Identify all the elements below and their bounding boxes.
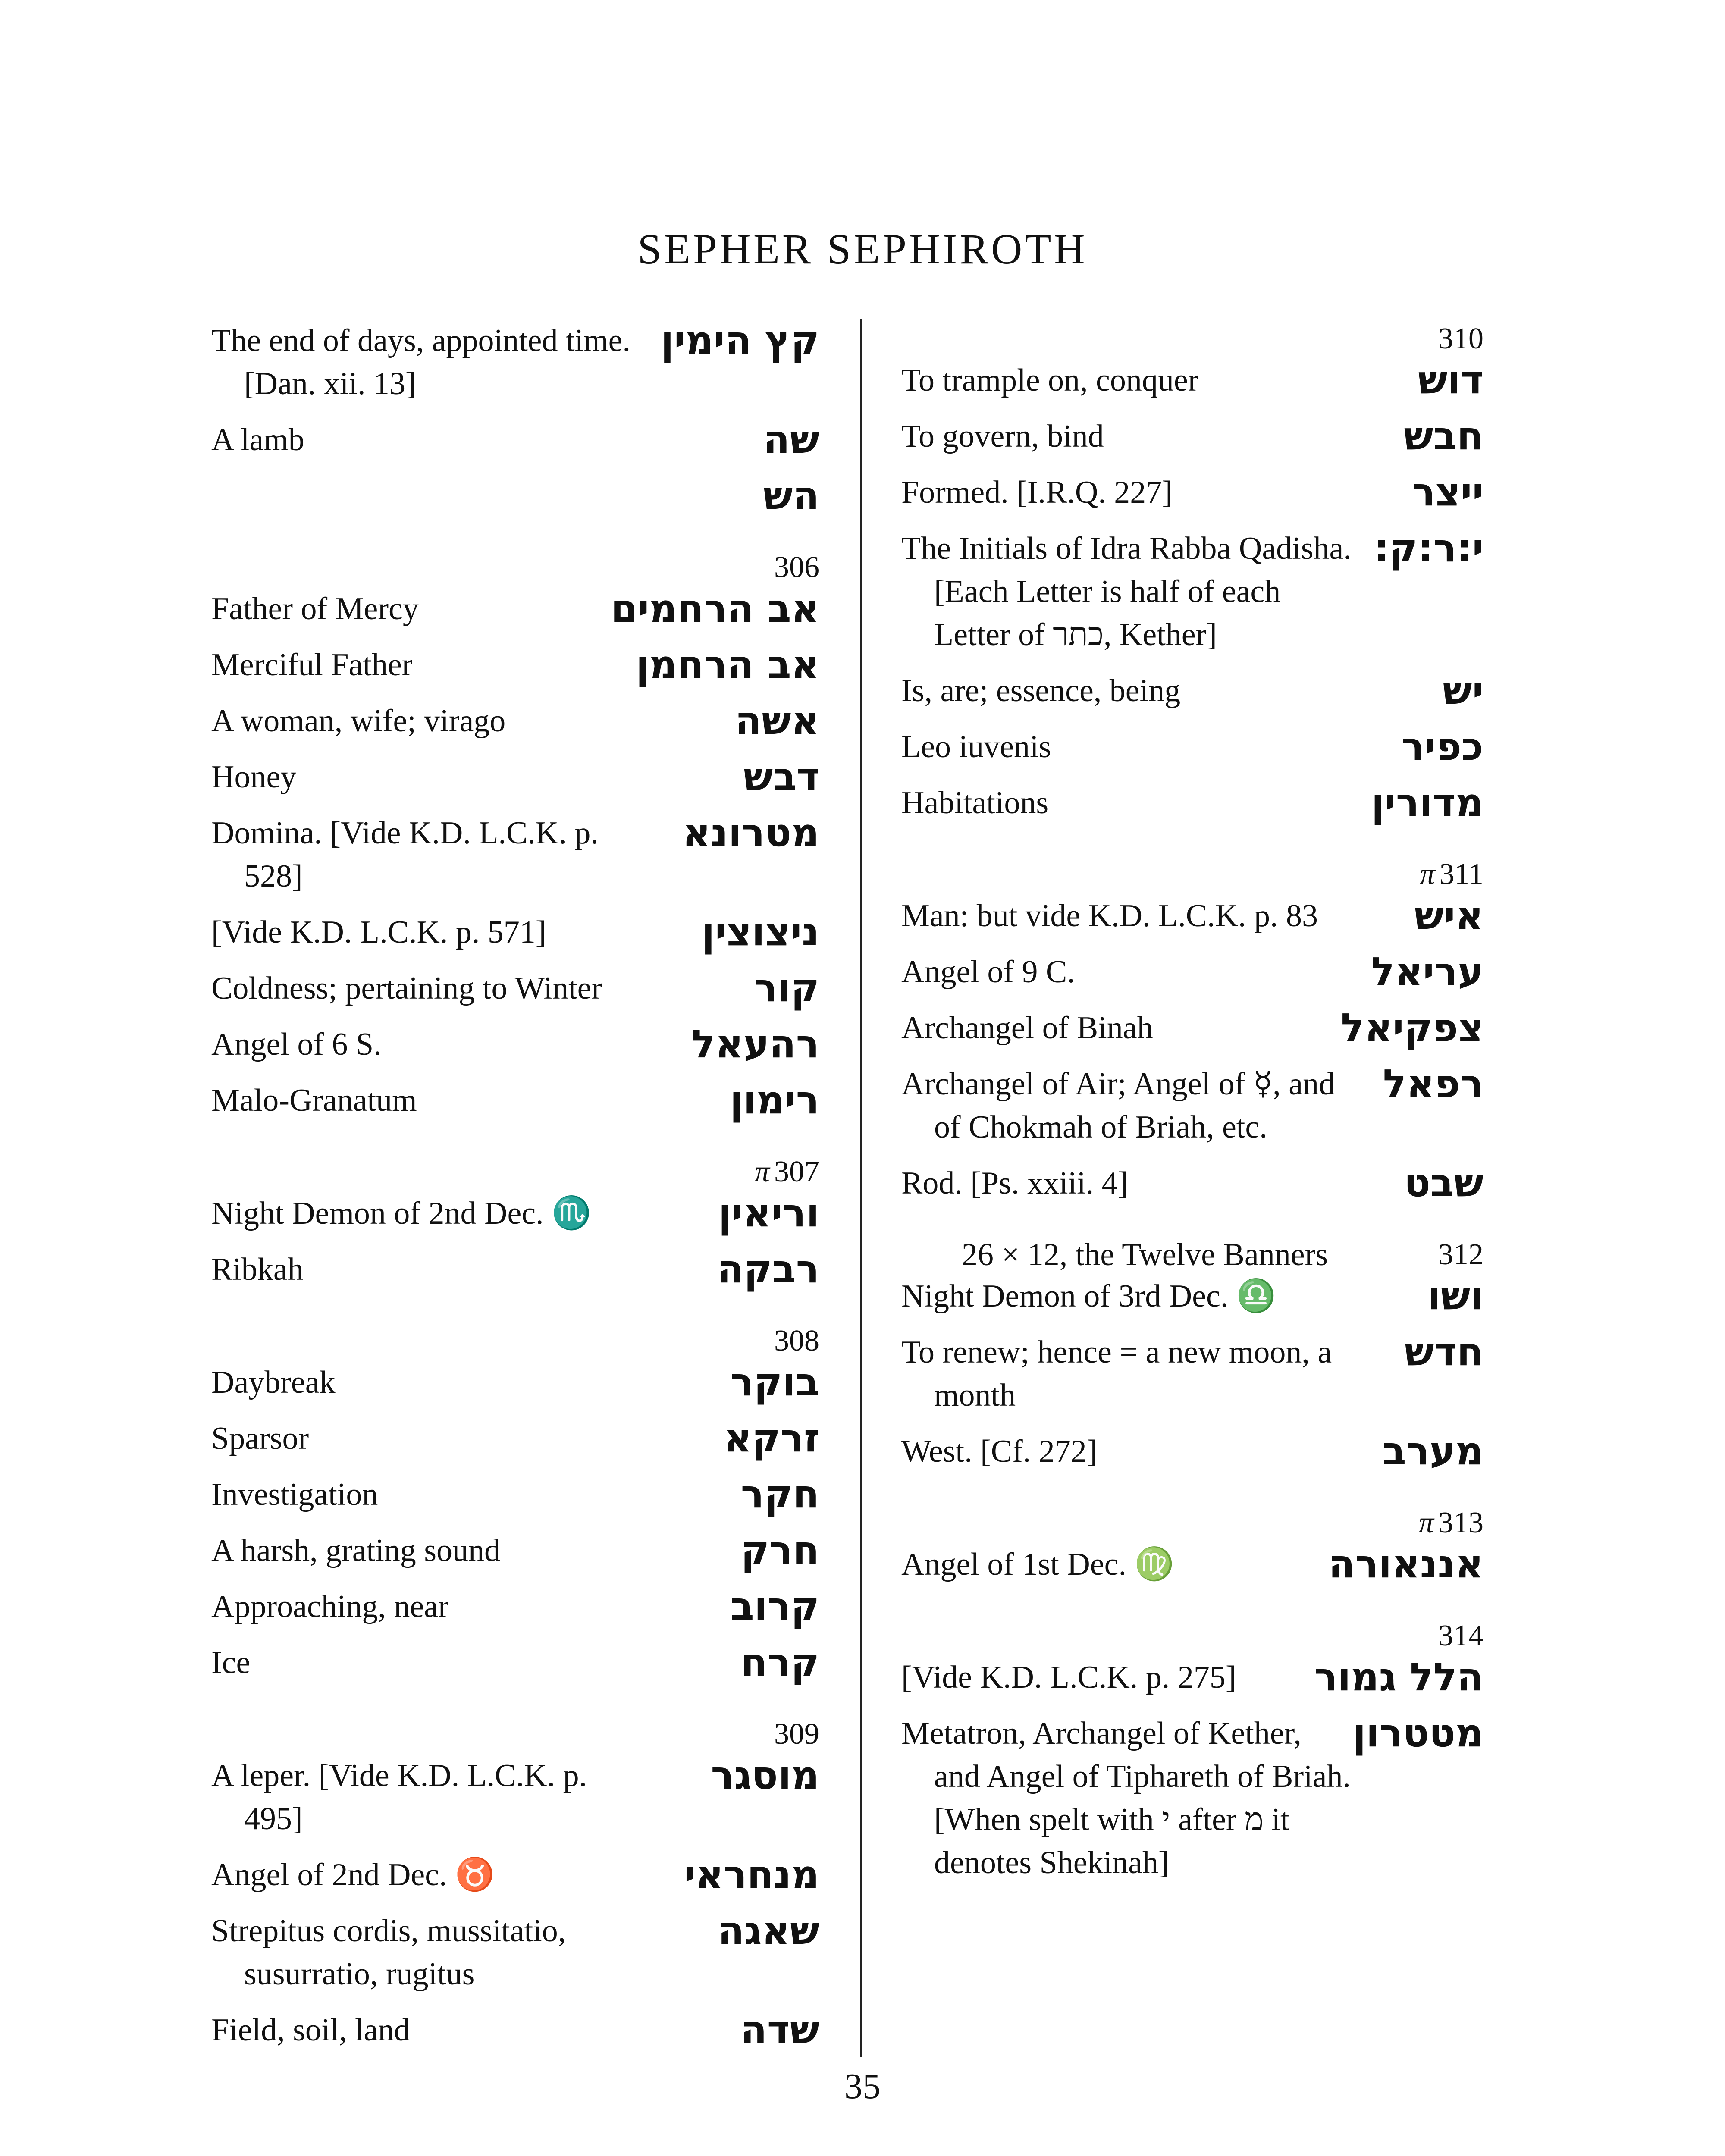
english-gloss: Man: but vide K.D. L.C.K. p. 83	[901, 898, 1318, 934]
prefix-mark: π	[1418, 1506, 1434, 1539]
hebrew-word: קרח	[740, 1640, 819, 1685]
number-value: 308	[774, 1324, 819, 1357]
entry-row	[211, 1529, 819, 1572]
hebrew-word: מנחראי	[684, 1852, 819, 1897]
hebrew-word: ושו	[1427, 1273, 1484, 1319]
number-value: 310	[1438, 322, 1484, 355]
english-gloss: Strepitus cordis, mussitatio, susurratio, rugitus	[211, 1913, 566, 1992]
hebrew-word: רימון	[730, 1078, 819, 1123]
english-gloss: Investigation	[211, 1477, 378, 1512]
number-group	[211, 1152, 819, 1291]
english-gloss: Rod. [Ps. xxiii. 4]	[901, 1166, 1129, 1201]
page-title: SEPHER SEPHIROTH	[637, 225, 1088, 273]
hebrew-word: מדורין	[1371, 780, 1484, 825]
hebrew-word: מטטרון	[1352, 1711, 1484, 1756]
hebrew-word: חקר	[740, 1472, 819, 1517]
number-value: 307	[774, 1155, 819, 1188]
entry-row	[901, 1062, 1484, 1149]
english-gloss: Is, are; essence, being	[901, 673, 1181, 708]
hebrew-word: מערב	[1382, 1429, 1484, 1474]
entry-row	[901, 471, 1484, 514]
entry-row	[901, 415, 1484, 458]
hebrew-word: עריאל	[1371, 949, 1484, 994]
english-gloss: Angel of 1st Dec. ♍	[901, 1547, 1174, 1582]
english-gloss: A leper. [Vide K.D. L.C.K. p. 495]	[211, 1758, 587, 1836]
hebrew-word: קור	[754, 965, 819, 1011]
entry-row	[901, 1275, 1484, 1318]
english-gloss: Malo-Granatum	[211, 1083, 417, 1118]
entry-row	[901, 527, 1484, 656]
hebrew-word: צפקיאל	[1341, 1005, 1484, 1050]
english-gloss: To govern, bind	[901, 419, 1104, 454]
entry-row	[211, 812, 819, 898]
english-gloss: To renew; hence = a new moon, a month	[901, 1335, 1332, 1413]
entry-row	[901, 725, 1484, 768]
hebrew-word: זרקא	[723, 1416, 819, 1461]
english-gloss: A harsh, grating sound	[211, 1533, 501, 1568]
right-column	[901, 319, 1484, 1915]
number-group	[901, 1235, 1484, 1473]
hebrew-word: ייצר	[1412, 470, 1484, 515]
number-group	[211, 1321, 819, 1684]
prefix-mark: π	[754, 1155, 770, 1188]
english-gloss: Coldness; pertaining to Winter	[211, 971, 602, 1006]
entry-row	[211, 587, 819, 630]
entry-row	[211, 1248, 819, 1291]
entry-row	[211, 643, 819, 686]
hebrew-word: חבש	[1404, 414, 1484, 459]
gematria-number	[901, 1235, 1484, 1275]
english-gloss: Approaching, near	[211, 1589, 449, 1624]
number-group	[901, 1503, 1484, 1586]
number-group	[211, 1714, 819, 2052]
gematria-number	[211, 1714, 819, 1754]
hebrew-word: אב הרחמן	[636, 642, 819, 687]
number-group	[901, 1616, 1484, 1884]
hebrew-word: וריאין	[718, 1191, 819, 1236]
entry-row	[211, 1361, 819, 1404]
entry-row	[211, 699, 819, 743]
english-gloss: Daybreak	[211, 1365, 336, 1400]
number-value: 309	[774, 1717, 819, 1751]
entry-row	[901, 1543, 1484, 1586]
entry-row	[901, 1656, 1484, 1699]
hebrew-word: חרק	[740, 1528, 819, 1573]
entry-row	[901, 1712, 1484, 1884]
hebrew-word: רבקה	[717, 1247, 819, 1292]
english-gloss: West. [Cf. 272]	[901, 1434, 1098, 1469]
hebrew-word: קרוב	[730, 1584, 819, 1629]
gematria-number	[901, 855, 1484, 894]
entry-row	[901, 894, 1484, 937]
gematria-number	[901, 1503, 1484, 1543]
hebrew-word: חדש	[1405, 1329, 1484, 1375]
hebrew-word: מוסגר	[711, 1753, 819, 1798]
number-group	[211, 319, 819, 517]
entry-row	[211, 1754, 819, 1840]
english-gloss: [Vide K.D. L.C.K. p. 275]	[901, 1660, 1236, 1695]
entry-row	[901, 1006, 1484, 1050]
english-gloss: Angel of 6 S.	[211, 1027, 382, 1062]
column-divider	[860, 319, 862, 2057]
hebrew-word: אב הרחמים	[611, 586, 819, 631]
left-column	[211, 319, 819, 2082]
page-number: 35	[844, 2066, 881, 2106]
entry-row	[211, 1853, 819, 1896]
hebrew-word: יש	[1443, 668, 1484, 713]
hebrew-word: ניצוצין	[701, 909, 819, 955]
entry-row	[901, 1430, 1484, 1473]
entry-row	[211, 1417, 819, 1460]
english-gloss: Archangel of Binah	[901, 1010, 1153, 1046]
english-gloss: Metatron, Archangel of Kether, and Angel of Tiphareth of Briah. [When spelt with י after מ it denotes Shekinah]	[901, 1716, 1351, 1880]
entry-row	[211, 1641, 819, 1684]
entry-row	[211, 967, 819, 1010]
number-value: 311	[1439, 858, 1484, 891]
english-gloss: A woman, wife; virago	[211, 703, 506, 739]
hebrew-word: הלל גמור	[1314, 1655, 1484, 1700]
english-gloss: Archangel of Air; Angel of ☿, and of Chokmah of Briah, etc.	[901, 1066, 1335, 1145]
hebrew-word: דוש	[1418, 357, 1484, 403]
hebrew-word: אשה	[735, 698, 819, 743]
english-gloss: Field, soil, land	[211, 2012, 410, 2048]
hebrew-word: בוקר	[730, 1360, 819, 1405]
entry-row	[901, 781, 1484, 824]
entry-row	[211, 1473, 819, 1516]
english-gloss: Formed. [I.R.Q. 227]	[901, 475, 1173, 510]
entry-row	[901, 669, 1484, 712]
entry-row	[211, 418, 819, 461]
hebrew-word: דבש	[743, 754, 819, 799]
number-value: 312	[1438, 1238, 1484, 1271]
gematria-number	[901, 319, 1484, 359]
entry-row	[211, 1192, 819, 1235]
gematria-number	[211, 1321, 819, 1361]
number-value: 313	[1438, 1506, 1484, 1539]
hebrew-word: שאגה	[718, 1908, 819, 1953]
hebrew-word: שדה	[740, 2007, 819, 2053]
english-gloss: Father of Mercy	[211, 591, 419, 627]
hebrew-word: קץ הימין	[661, 318, 819, 363]
number-value: 314	[1438, 1619, 1484, 1652]
prefix-mark: π	[1420, 858, 1435, 891]
english-gloss: The end of days, appointed time. [Dan. xii. 13]	[211, 323, 631, 401]
hebrew-word: רהעאל	[692, 1022, 819, 1067]
english-gloss: [Vide K.D. L.C.K. p. 571]	[211, 915, 546, 950]
english-gloss: Angel of 9 C.	[901, 954, 1075, 990]
english-gloss: Sparsor	[211, 1421, 309, 1456]
english-gloss: The Initials of Idra Rabba Qadisha. [Each Letter is half of each Letter of כתר, Kether]	[901, 531, 1352, 652]
gematria-number	[901, 1616, 1484, 1656]
gematria-number	[211, 548, 819, 587]
hebrew-word: מטרונא	[682, 810, 819, 856]
english-gloss: Ice	[211, 1645, 251, 1680]
entry-row	[901, 359, 1484, 402]
hebrew-word: שבט	[1404, 1160, 1484, 1206]
number-group	[901, 855, 1484, 1205]
entry-row	[211, 1079, 819, 1122]
entry-row	[901, 950, 1484, 993]
entry-row	[211, 474, 819, 517]
english-gloss: Merciful Father	[211, 647, 413, 683]
english-gloss: Honey	[211, 759, 297, 795]
number-group	[901, 319, 1484, 824]
number-group	[211, 548, 819, 1122]
english-gloss: Night Demon of 2nd Dec. ♏	[211, 1196, 592, 1231]
english-gloss: Night Demon of 3rd Dec. ♎	[901, 1279, 1276, 1314]
english-gloss: A lamb	[211, 422, 304, 458]
entry-row	[211, 911, 819, 954]
english-gloss: To trample on, conquer	[901, 363, 1199, 398]
group-heading: 26 × 12, the Twelve Banners	[962, 1237, 1328, 1272]
entry-row	[211, 1909, 819, 1996]
english-gloss: Domina. [Vide K.D. L.C.K. p. 528]	[211, 815, 599, 894]
number-value: 306	[774, 551, 819, 584]
entry-row	[211, 1023, 819, 1066]
english-gloss: Angel of 2nd Dec. ♉	[211, 1857, 495, 1893]
english-gloss: Ribkah	[211, 1252, 304, 1287]
hebrew-word: י:ר:ק:	[1374, 526, 1484, 571]
gematria-number	[211, 1152, 819, 1192]
entry-row	[901, 1162, 1484, 1205]
hebrew-word: רפאל	[1383, 1061, 1484, 1106]
entry-row	[211, 319, 819, 405]
entry-row	[901, 1331, 1484, 1417]
hebrew-word: אננאורה	[1328, 1542, 1484, 1587]
entry-row	[211, 2009, 819, 2052]
hebrew-word: איש	[1414, 893, 1484, 938]
english-gloss: Habitations	[901, 785, 1049, 821]
entry-row	[211, 755, 819, 799]
entry-row	[211, 1585, 819, 1628]
hebrew-word: הש	[763, 473, 819, 518]
english-gloss: Leo iuvenis	[901, 729, 1051, 765]
hebrew-word: שה	[763, 417, 819, 462]
hebrew-word: כפיר	[1401, 724, 1484, 769]
